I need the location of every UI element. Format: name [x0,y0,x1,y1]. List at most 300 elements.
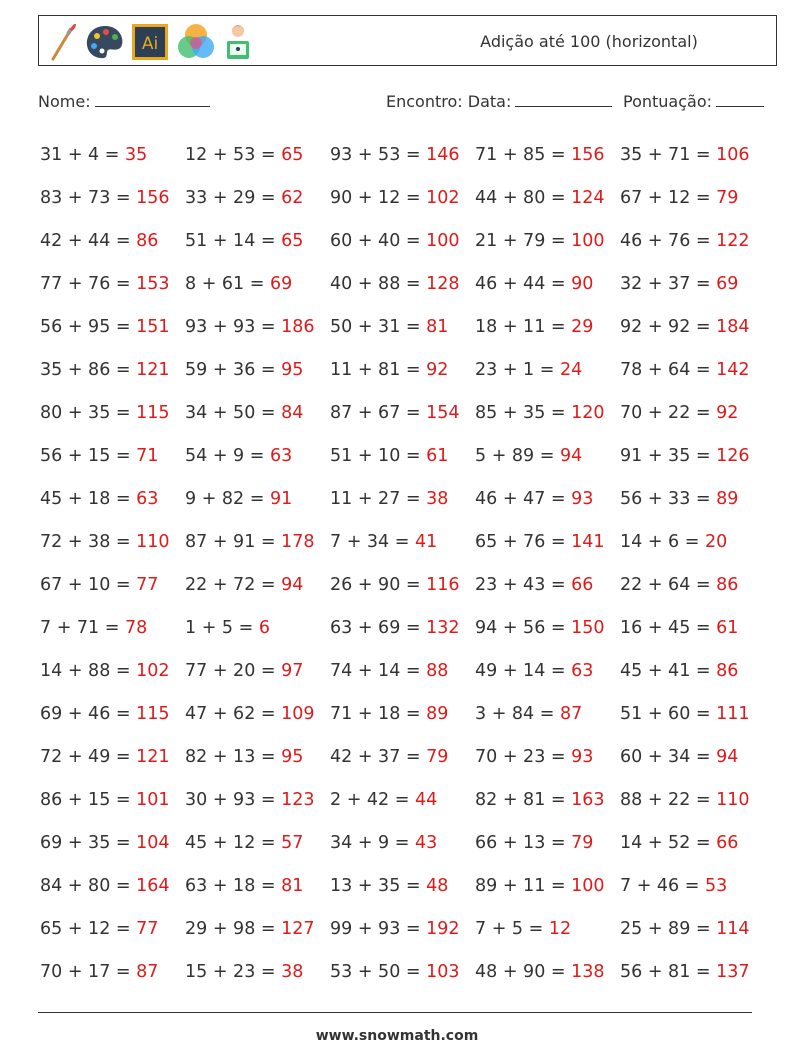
problem-question: 72 + 38 = [40,532,131,552]
problem-answer: 102 [426,188,460,208]
problem-question: 63 + 18 = [185,876,276,896]
problem-question: 91 + 35 = [620,446,711,466]
problem-answer: 86 [136,231,159,251]
problem-item [330,223,460,259]
problem-item [40,352,170,388]
problem-item [620,782,750,818]
problem-item [40,180,170,216]
problem-item [620,223,750,259]
problem-item [620,911,750,947]
problem-answer: 95 [281,747,304,767]
problem-item [475,524,605,560]
problem-item [185,180,303,216]
problem-item [475,223,605,259]
problem-item [330,954,460,990]
problem-question: 47 + 62 = [185,704,276,724]
problem-answer: 79 [571,833,594,853]
problem-answer: 79 [716,188,739,208]
problem-answer: 38 [426,489,449,509]
problem-question: 85 + 35 = [475,403,566,423]
problem-question: 34 + 9 = [330,833,410,853]
problem-answer: 57 [281,833,304,853]
problem-item [330,266,460,302]
problem-question: 45 + 41 = [620,661,711,681]
problem-question: 78 + 64 = [620,360,711,380]
worksheet-header [38,15,777,66]
problem-answer: 87 [560,704,583,724]
problem-answer: 41 [415,532,438,552]
problem-answer: 91 [270,489,293,509]
problem-item [40,309,170,345]
problem-item [475,954,605,990]
problem-item [40,266,170,302]
problem-answer: 100 [571,231,605,251]
problem-item [40,223,158,259]
problem-item [330,352,448,388]
problem-item [475,137,605,173]
problem-question: 80 + 35 = [40,403,131,423]
problem-answer: 126 [716,446,750,466]
problem-question: 71 + 18 = [330,704,421,724]
problem-answer: 86 [716,575,739,595]
problem-answer: 150 [571,618,605,638]
problem-item [475,739,593,775]
problem-question: 25 + 89 = [620,919,711,939]
date-label: Data: [467,92,512,111]
problem-question: 22 + 64 = [620,575,711,595]
problem-answer: 115 [136,403,170,423]
problem-item [40,653,170,689]
problem-item [185,653,303,689]
problem-answer: 137 [716,962,750,982]
problem-item [185,352,303,388]
problem-answer: 121 [136,360,170,380]
problem-answer: 186 [281,317,315,337]
problem-item [620,266,738,302]
problem-question: 23 + 1 = [475,360,555,380]
problem-question: 14 + 88 = [40,661,131,681]
problem-item [185,911,315,947]
problem-answer: 65 [281,145,304,165]
problem-answer: 101 [136,790,170,810]
score-field[interactable] [623,92,764,111]
problem-answer: 141 [571,532,605,552]
problem-answer: 20 [705,532,728,552]
problem-item [620,653,738,689]
problem-question: 60 + 34 = [620,747,711,767]
problem-answer: 116 [426,575,460,595]
problem-answer: 100 [571,876,605,896]
problem-question: 88 + 22 = [620,790,711,810]
problem-answer: 128 [426,274,460,294]
name-field[interactable] [38,92,210,111]
name-blank[interactable] [95,92,210,107]
problem-question: 8 + 61 = [185,274,265,294]
illustrator-label: Ai [141,34,159,54]
problem-question: 86 + 15 = [40,790,131,810]
problem-item [185,395,303,431]
problem-question: 50 + 31 = [330,317,421,337]
problem-answer: 106 [716,145,750,165]
problem-answer: 65 [281,231,304,251]
problem-question: 45 + 12 = [185,833,276,853]
problem-answer: 77 [136,919,159,939]
problem-question: 67 + 10 = [40,575,131,595]
problem-answer: 66 [571,575,594,595]
problem-answer: 61 [716,618,739,638]
problem-item [475,352,582,388]
problem-answer: 84 [281,403,304,423]
problem-item [475,395,605,431]
problem-item [620,567,738,603]
problem-question: 72 + 49 = [40,747,131,767]
problem-item [620,395,738,431]
problem-item [40,567,158,603]
problem-question: 74 + 14 = [330,661,421,681]
problem-item [620,610,738,646]
problem-item [330,911,460,947]
problem-item [185,438,292,474]
problem-answer: 120 [571,403,605,423]
problem-item [185,309,315,345]
problem-question: 70 + 23 = [475,747,566,767]
name-label: Nome: [38,92,91,111]
problem-answer: 62 [281,188,304,208]
problem-item [185,610,270,646]
problem-question: 51 + 14 = [185,231,276,251]
problem-item [475,266,593,302]
problem-answer: 29 [571,317,594,337]
problem-item [475,911,571,947]
problem-item [475,696,582,732]
problem-item [330,481,448,517]
problem-question: 40 + 88 = [330,274,421,294]
problem-item [185,739,303,775]
paintbrush-icon [47,21,79,63]
problem-question: 60 + 40 = [330,231,421,251]
problem-question: 51 + 10 = [330,446,421,466]
problem-item [40,610,147,646]
problem-answer: 63 [571,661,594,681]
problem-answer: 48 [426,876,449,896]
problem-question: 48 + 90 = [475,962,566,982]
problem-answer: 154 [426,403,460,423]
problem-answer: 94 [281,575,304,595]
problem-question: 32 + 37 = [620,274,711,294]
problem-question: 51 + 60 = [620,704,711,724]
problem-question: 14 + 6 = [620,532,700,552]
problem-item [185,567,303,603]
problem-item [620,137,750,173]
problem-answer: 92 [716,403,739,423]
problem-answer: 35 [125,145,148,165]
problem-answer: 77 [136,575,159,595]
problem-question: 69 + 35 = [40,833,131,853]
problem-answer: 192 [426,919,460,939]
problem-item [475,825,593,861]
problem-question: 83 + 73 = [40,188,131,208]
problem-question: 44 + 80 = [475,188,566,208]
problem-question: 7 + 71 = [40,618,120,638]
problem-question: 94 + 56 = [475,618,566,638]
problem-question: 46 + 76 = [620,231,711,251]
problem-item [330,653,448,689]
problem-question: 42 + 37 = [330,747,421,767]
problem-question: 93 + 53 = [330,145,421,165]
problem-answer: 94 [716,747,739,767]
problem-item [620,739,738,775]
problem-answer: 127 [281,919,315,939]
problem-question: 89 + 11 = [475,876,566,896]
problem-question: 65 + 76 = [475,532,566,552]
worksheet-title: Adição até 100 (horizontal) [480,32,698,51]
problem-question: 12 + 53 = [185,145,276,165]
problem-question: 33 + 29 = [185,188,276,208]
score-blank[interactable] [716,92,764,107]
problem-answer: 87 [136,962,159,982]
problem-question: 34 + 50 = [185,403,276,423]
problem-answer: 103 [426,962,460,982]
problem-item [330,137,460,173]
problem-question: 21 + 79 = [475,231,566,251]
problem-item [40,782,170,818]
problem-answer: 93 [571,489,594,509]
problem-item [330,309,448,345]
problem-question: 82 + 13 = [185,747,276,767]
problem-answer: 69 [270,274,293,294]
problem-answer: 24 [560,360,583,380]
problem-answer: 69 [716,274,739,294]
problem-item [475,309,593,345]
problem-question: 14 + 52 = [620,833,711,853]
score-label: Pontuação: [623,92,713,111]
problem-answer: 66 [716,833,739,853]
problem-question: 70 + 22 = [620,403,711,423]
problem-question: 35 + 71 = [620,145,711,165]
problem-question: 13 + 35 = [330,876,421,896]
problem-question: 11 + 27 = [330,489,421,509]
problem-answer: 178 [281,532,315,552]
problem-item [620,524,727,560]
problem-answer: 156 [136,188,170,208]
problem-item [330,782,437,818]
problem-answer: 78 [125,618,148,638]
problem-question: 42 + 44 = [40,231,131,251]
icon-strip [47,21,255,63]
problem-item [620,438,750,474]
designer-icon [223,21,255,63]
problem-answer: 61 [426,446,449,466]
footer-url: www.snowmath.com [315,1028,479,1044]
problem-answer: 111 [716,704,750,724]
illustrator-icon [131,21,169,63]
problem-question: 77 + 20 = [185,661,276,681]
problem-question: 87 + 67 = [330,403,421,423]
problem-item [620,954,750,990]
problem-question: 30 + 93 = [185,790,276,810]
problem-item [40,739,170,775]
problem-answer: 123 [281,790,315,810]
problem-answer: 146 [426,145,460,165]
problem-item [330,567,460,603]
problem-question: 71 + 85 = [475,145,566,165]
problem-question: 54 + 9 = [185,446,265,466]
problem-answer: 153 [136,274,170,294]
problem-question: 23 + 43 = [475,575,566,595]
problem-question: 46 + 47 = [475,489,566,509]
problem-item [620,696,750,732]
problem-answer: 89 [426,704,449,724]
problem-item [185,137,303,173]
problem-item [330,438,448,474]
problem-question: 70 + 17 = [40,962,131,982]
problem-item [40,395,170,431]
problem-item [475,610,605,646]
problem-item [620,825,738,861]
problem-answer: 88 [426,661,449,681]
problem-question: 45 + 18 = [40,489,131,509]
problem-answer: 164 [136,876,170,896]
problem-answer: 81 [281,876,304,896]
problem-answer: 12 [548,919,572,939]
problem-item [330,739,448,775]
problem-item [185,481,292,517]
problem-item [40,825,170,861]
problem-question: 29 + 98 = [185,919,276,939]
problem-item [475,782,605,818]
problem-question: 82 + 81 = [475,790,566,810]
problem-answer: 110 [716,790,750,810]
problem-question: 15 + 23 = [185,962,276,982]
problem-item [185,825,303,861]
problem-answer: 124 [571,188,605,208]
problem-answer: 97 [281,661,304,681]
problem-item [185,696,315,732]
problem-item [475,567,593,603]
problem-question: 31 + 4 = [40,145,120,165]
problem-item [330,180,460,216]
problem-answer: 89 [716,489,739,509]
problem-item [185,524,315,560]
problem-item [620,309,750,345]
problem-item [475,868,605,904]
problem-item [40,137,147,173]
problem-question: 69 + 46 = [40,704,131,724]
problem-answer: 53 [705,876,728,896]
problem-answer: 6 [258,618,271,638]
problem-item [330,696,448,732]
problem-item [40,868,170,904]
problem-question: 35 + 86 = [40,360,131,380]
problem-question: 56 + 33 = [620,489,711,509]
problem-item [40,911,158,947]
problem-question: 99 + 93 = [330,919,421,939]
problem-question: 1 + 5 = [185,618,254,638]
problem-answer: 122 [716,231,750,251]
problem-answer: 104 [136,833,170,853]
problem-answer: 138 [571,962,605,982]
date-blank[interactable] [515,92,612,107]
problem-question: 84 + 80 = [40,876,131,896]
problem-question: 46 + 44 = [475,274,566,294]
palette-icon [84,21,126,63]
problem-answer: 79 [426,747,449,767]
problem-item [330,524,437,560]
problem-answer: 92 [426,360,449,380]
problem-item [185,223,303,259]
problem-answer: 114 [716,919,750,939]
problem-question: 11 + 81 = [330,360,421,380]
problem-answer: 163 [571,790,605,810]
problem-answer: 109 [281,704,315,724]
problem-answer: 90 [571,274,594,294]
problem-question: 93 + 93 = [185,317,276,337]
problem-question: 18 + 11 = [475,317,566,337]
problem-item [330,395,460,431]
meeting-label: Encontro: [386,92,463,111]
problem-question: 56 + 15 = [40,446,131,466]
problem-item [40,524,170,560]
problem-item [475,180,605,216]
problem-item [185,266,292,302]
problem-question: 7 + 46 = [620,876,700,896]
problem-item [185,868,303,904]
problem-answer: 63 [136,489,159,509]
problem-answer: 115 [136,704,170,724]
problem-item [620,868,727,904]
problem-question: 63 + 69 = [330,618,421,638]
problem-answer: 100 [426,231,460,251]
problem-answer: 110 [136,532,170,552]
problem-answer: 93 [571,747,594,767]
problem-answer: 94 [560,446,583,466]
problem-answer: 44 [415,790,438,810]
problem-question: 5 + 89 = [475,446,555,466]
problem-item [330,868,448,904]
problem-question: 77 + 76 = [40,274,131,294]
problem-question: 65 + 12 = [40,919,131,939]
problem-answer: 71 [136,446,159,466]
color-wheel-icon [174,21,218,63]
problem-answer: 38 [281,962,304,982]
problem-question: 7 + 5 = [475,919,544,939]
problem-question: 56 + 81 = [620,962,711,982]
problem-item [620,180,738,216]
problem-item [330,610,460,646]
problem-item [475,653,593,689]
meeting-date-field[interactable] [386,92,612,111]
problem-answer: 151 [136,317,170,337]
problem-item [620,481,738,517]
problem-item [330,825,437,861]
problem-answer: 63 [270,446,293,466]
problem-question: 87 + 91 = [185,532,276,552]
problem-answer: 81 [426,317,449,337]
problem-question: 3 + 84 = [475,704,555,724]
problem-question: 22 + 72 = [185,575,276,595]
problem-item [40,696,170,732]
problem-question: 92 + 92 = [620,317,711,337]
problem-item [620,352,750,388]
problem-answer: 156 [571,145,605,165]
problem-question: 9 + 82 = [185,489,265,509]
problem-question: 16 + 45 = [620,618,711,638]
problem-item [185,954,303,990]
problem-question: 59 + 36 = [185,360,276,380]
problem-question: 90 + 12 = [330,188,421,208]
problem-answer: 132 [426,618,460,638]
problem-question: 7 + 34 = [330,532,410,552]
